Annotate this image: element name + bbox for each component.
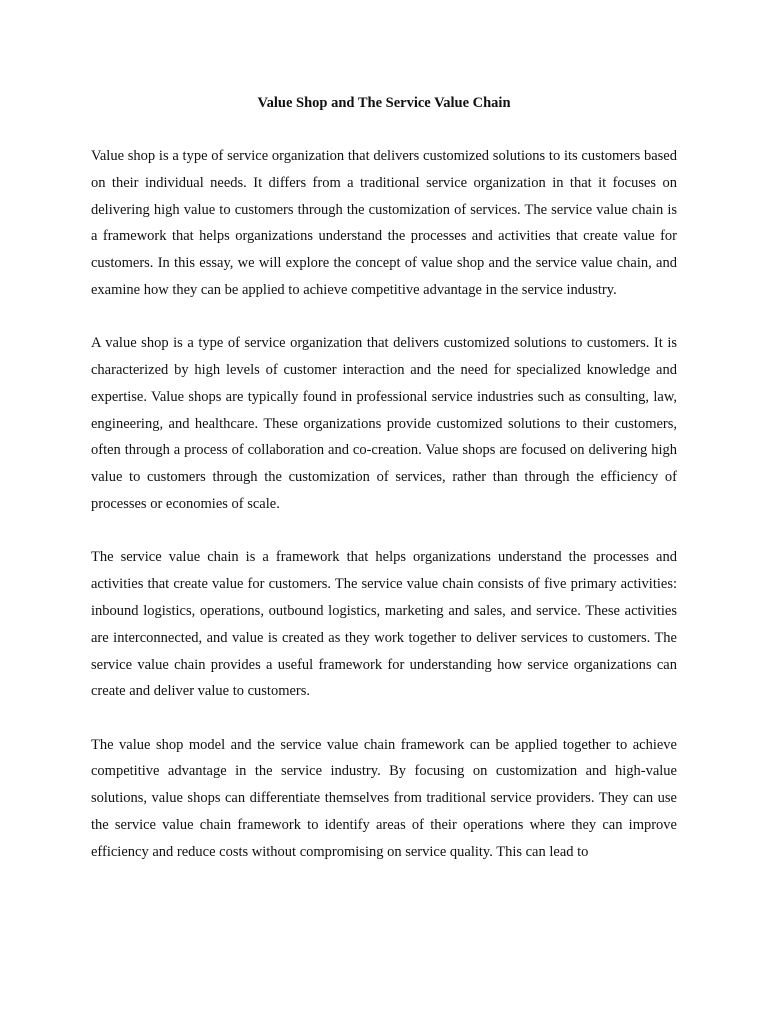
paragraph-3: The service value chain is a framework that helps organizations understand the processes and activities that create value for customers. The service value chain consists of five primary activities: inbound logistics, operations, outbound logistics, marketing and sales, and service. These activities are interconnected, and value is created as they work together to deliver services to customers. The service value chain provides a useful framework for understanding how service organizations can create and deliver value to customers. xyxy=(91,549,677,700)
document-body xyxy=(91,143,677,892)
paragraph-1: Value shop is a type of service organization that delivers customized solutions to its customers based on their individual needs. It differs from a traditional service organization in that it focuses on delivering high value to customers through the customization of services. The service value chain is a framework that helps organizations understand the processes and activities that create value for customers. In this essay, we will explore the concept of value shop and the service value chain, and examine how they can be applied to achieve competitive advantage in the service industry. xyxy=(91,148,677,298)
paragraph-2: A value shop is a type of service organization that delivers customized solutions to customers. It is characterized by high levels of customer interaction and the need for specialized knowledge and expertise. Value shops are typically found in professional service industries such as consulting, law, engineering, and healthcare. These organizations provide customized solutions to their customers, often through a process of collaboration and co-creation. Value shops are focused on delivering high value to customers through the customization of services, rather than through the efficiency of processes or economies of scale. xyxy=(91,335,677,513)
paragraph-4: The value shop model and the service value chain framework can be applied together to achieve competitive advantage in the service industry. By focusing on customization and high-value solutions, value shops can differentiate themselves from traditional service providers. They can use the service value chain framework to identify areas of their operations where they can improve efficiency and reduce costs without compromising on service quality. This can lead to xyxy=(91,736,677,860)
document-title: Value Shop and The Service Value Chain xyxy=(257,95,511,111)
